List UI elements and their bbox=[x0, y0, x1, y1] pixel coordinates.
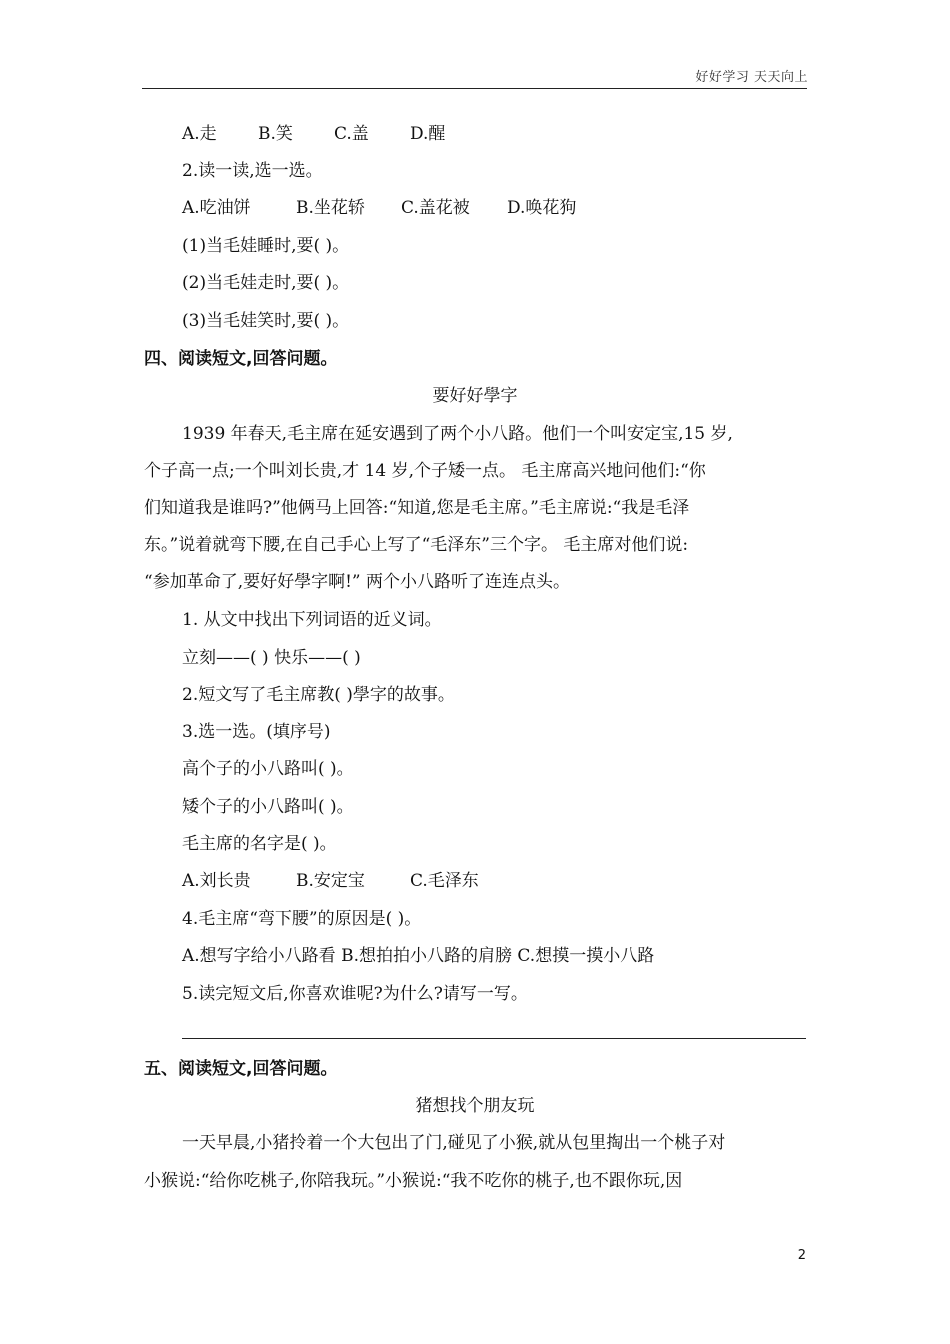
passage-1-line-3: 们知道我是谁吗?”他俩马上回答:“知道,您是毛主席。”毛主席说:“我是毛泽 bbox=[144, 498, 690, 518]
blank-sentence-3: (3)当毛娃笑时,要( )。 bbox=[182, 311, 350, 331]
passage-2-line-2: 小猴说:“给你吃桃子,你陪我玩。”小猴说:“我不吃你的桃子,也不跟你玩,因 bbox=[144, 1171, 683, 1191]
passage-title-1: 要好好學字 bbox=[432, 386, 518, 406]
passage-1-line-1: 1939 年春天,毛主席在延安遇到了两个小八路。他们一个叫安定宝,15 岁, bbox=[182, 424, 733, 444]
question-3-blank-b: 矮个子的小八路叫( )。 bbox=[182, 797, 354, 817]
section-4-question-4: 4.毛主席“弯下腰”的原因是( )。 bbox=[182, 909, 422, 929]
passage-1-line-5: “参加革命了,要好好學字啊!” 两个小八路听了连连点头。 bbox=[144, 572, 571, 592]
option-b: B.安定宝 bbox=[296, 871, 365, 891]
option-c: C.毛泽东 bbox=[410, 871, 479, 891]
options-row-1 bbox=[182, 124, 445, 144]
passage-2-line-1: 一天早晨,小猪拎着一个大包出了门,碰见了小猴,就从包里掏出一个桃子对 bbox=[182, 1133, 726, 1153]
section-4-heading: 四、阅读短文,回答问题。 bbox=[144, 349, 338, 369]
header-motto: 好好学习 天天向上 bbox=[695, 70, 808, 85]
blank-sentence-1: (1)当毛娃睡时,要( )。 bbox=[182, 236, 350, 256]
section-4-question-1: 1. 从文中找出下列词语的近义词。 bbox=[182, 610, 442, 630]
option-c: C.盖花被 bbox=[401, 198, 470, 218]
option-d: D.唤花狗 bbox=[507, 198, 577, 218]
option-b: B.笑 bbox=[258, 124, 293, 144]
option-b: B.坐花轿 bbox=[296, 198, 365, 218]
passage-title-2: 猪想找个朋友玩 bbox=[415, 1096, 535, 1116]
page-number: 2 bbox=[797, 1248, 806, 1263]
passage-1-line-4: 东。”说着就弯下腰,在自己手心上写了“毛泽东”三个字。 毛主席对他们说: bbox=[144, 535, 689, 555]
answer-line bbox=[182, 1038, 806, 1039]
option-d: D.醒 bbox=[410, 124, 446, 144]
option-a: A.走 bbox=[182, 124, 217, 144]
option-c: C.盖 bbox=[334, 124, 369, 144]
question-3-blank-a: 高个子的小八路叫( )。 bbox=[182, 759, 354, 779]
section-4-question-3: 3.选一选。(填序号) bbox=[182, 722, 331, 742]
question-2: 2.读一读,选一选。 bbox=[182, 161, 323, 181]
option-a: A.吃油饼 bbox=[182, 198, 251, 218]
passage-1-line-2: 个子高一点;一个叫刘长贵,才 14 岁,个子矮一点。 毛主席高兴地问他们:“你 bbox=[144, 461, 706, 481]
section-4-question-2: 2.短文写了毛主席教( )學字的故事。 bbox=[182, 685, 455, 705]
option-a: A.刘长贵 bbox=[182, 871, 251, 891]
question-3-options bbox=[182, 871, 479, 891]
blank-sentence-2: (2)当毛娃走时,要( )。 bbox=[182, 273, 350, 293]
section-4-question-5: 5.读完短文后,你喜欢谁呢?为什么?请写一写。 bbox=[182, 984, 528, 1004]
options-row-2 bbox=[182, 198, 576, 218]
header-rule bbox=[142, 88, 807, 89]
question-3-blank-c: 毛主席的名字是( )。 bbox=[182, 834, 337, 854]
section-5-heading: 五、阅读短文,回答问题。 bbox=[144, 1059, 338, 1079]
synonym-blanks: 立刻——( ) 快乐——( ) bbox=[182, 648, 361, 668]
question-4-options: A.想写字给小八路看 B.想拍拍小八路的肩膀 C.想摸一摸小八路 bbox=[182, 946, 655, 966]
